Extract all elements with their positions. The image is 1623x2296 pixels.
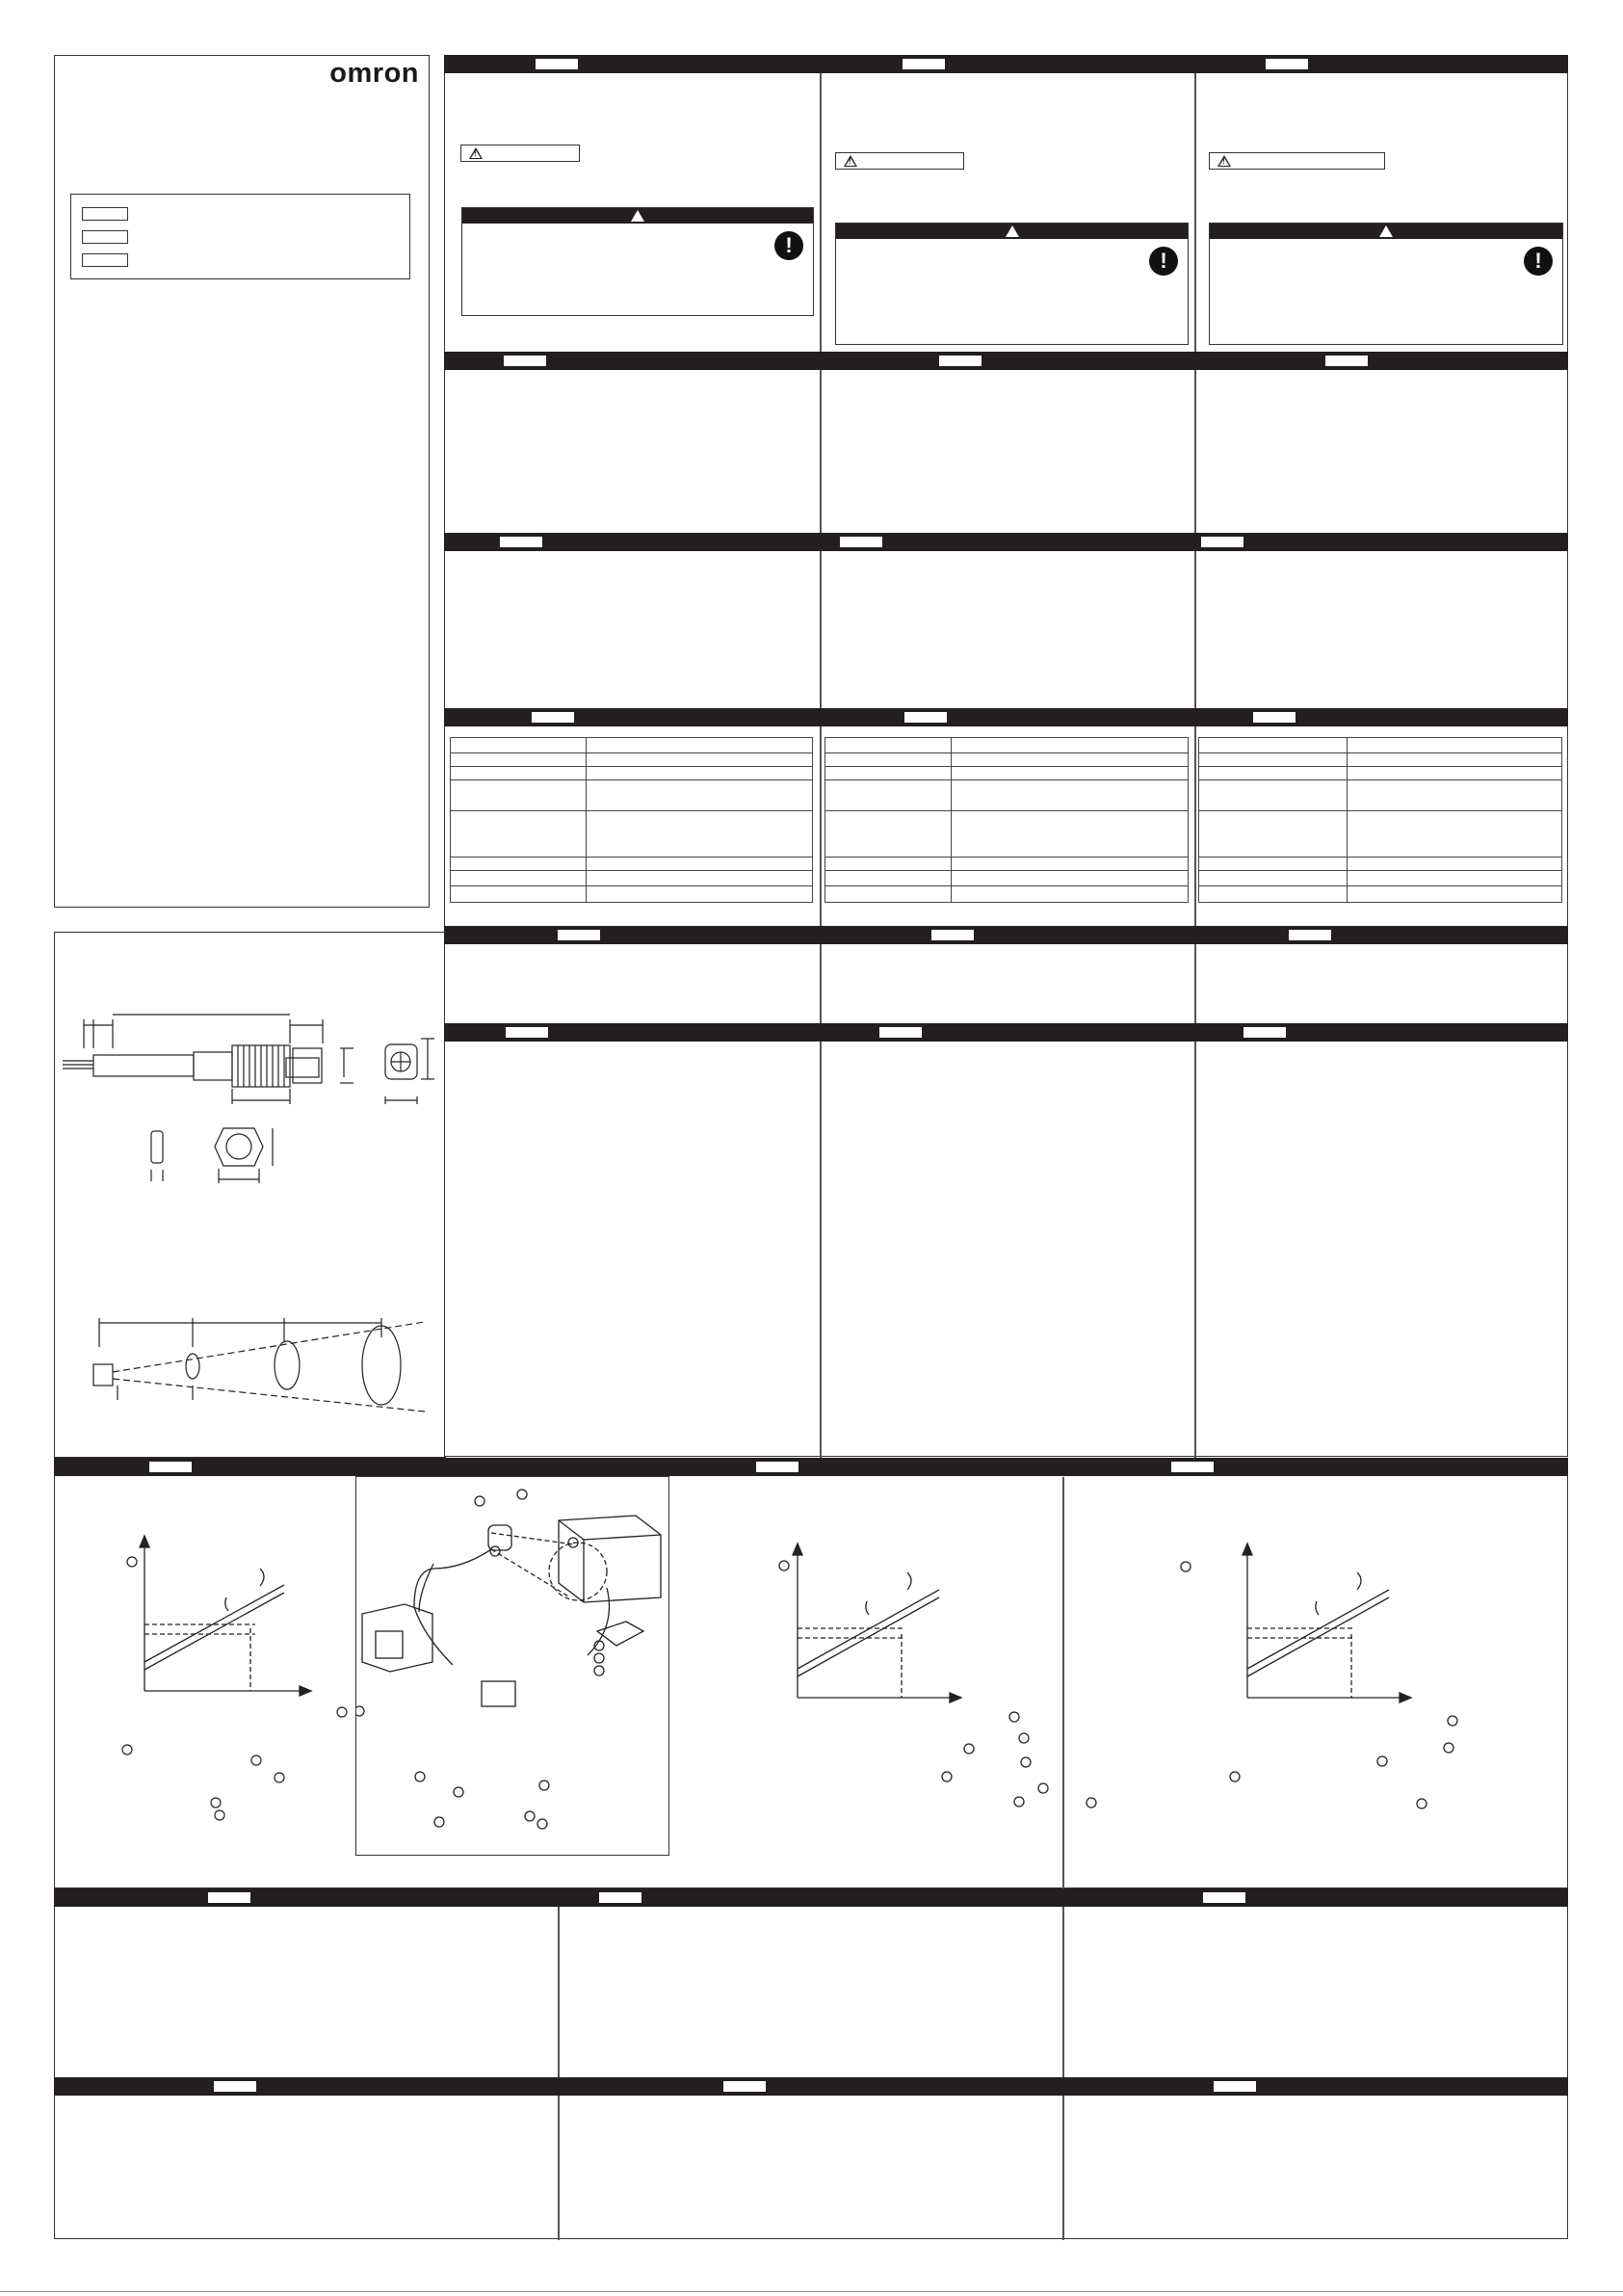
warning-triangle-icon [1006, 225, 1019, 237]
left-info-panel [54, 55, 430, 908]
warning-label-2 [835, 152, 964, 170]
setup-illustration [356, 1477, 670, 1857]
model-code-box-1 [82, 207, 128, 221]
warning-triangle-icon [844, 155, 857, 167]
setting-graph-1 [116, 1532, 366, 1705]
setup-diagram [355, 1476, 669, 1856]
model-list-box [70, 194, 410, 279]
exclamation-circle-icon: ! [774, 231, 803, 260]
nut-drawing [151, 1128, 273, 1183]
section-bar-3 [444, 533, 1568, 551]
column-divider-1 [820, 56, 822, 1458]
dimension-drawings [55, 933, 447, 1459]
exclamation-circle-icon: ! [1524, 247, 1553, 276]
omron-logo: omron [329, 58, 419, 89]
caution-box-3 [1209, 223, 1563, 345]
lower-section-bar-1 [54, 1888, 1568, 1907]
setting-graph-3 [1079, 1542, 1483, 1811]
spec-table-3 [1198, 737, 1562, 903]
section-bar-2 [444, 352, 1568, 370]
exclamation-circle-icon: ! [1149, 247, 1178, 276]
model-code-box-3 [82, 253, 128, 267]
dimensions-panel [54, 932, 446, 1458]
model-code-box-2 [82, 230, 128, 244]
lower-divider-1 [558, 1889, 560, 2240]
sensor-end-view-drawing [385, 1039, 434, 1104]
sensor-outline-drawing [63, 1015, 353, 1104]
lower-section-bar-2 [54, 2077, 1568, 2096]
warning-triangle-icon [631, 210, 644, 222]
sensing-area-drawing [93, 1318, 425, 1412]
figure-section-bar [54, 1458, 1568, 1476]
spec-table-1 [450, 737, 813, 903]
warning-label-3 [1209, 152, 1385, 170]
column-divider-2 [1194, 56, 1196, 1458]
lower-block [54, 1888, 1568, 2239]
page-bottom-rule [0, 2291, 1623, 2292]
lower-divider-2 [1062, 1889, 1064, 2240]
caution-box-1 [461, 207, 814, 316]
section-bar-1 [444, 55, 1568, 73]
warning-triangle-icon [469, 147, 483, 159]
warning-triangle-icon [1379, 225, 1393, 237]
spec-table-2 [825, 737, 1189, 903]
section-bar-4 [444, 708, 1568, 726]
section-bar-6 [444, 1023, 1568, 1042]
section-bar-5 [444, 926, 1568, 944]
warning-triangle-icon [1217, 155, 1231, 167]
warning-label-1 [460, 145, 580, 162]
caution-box-2 [835, 223, 1189, 345]
setting-graph-2 [771, 1542, 1079, 1811]
